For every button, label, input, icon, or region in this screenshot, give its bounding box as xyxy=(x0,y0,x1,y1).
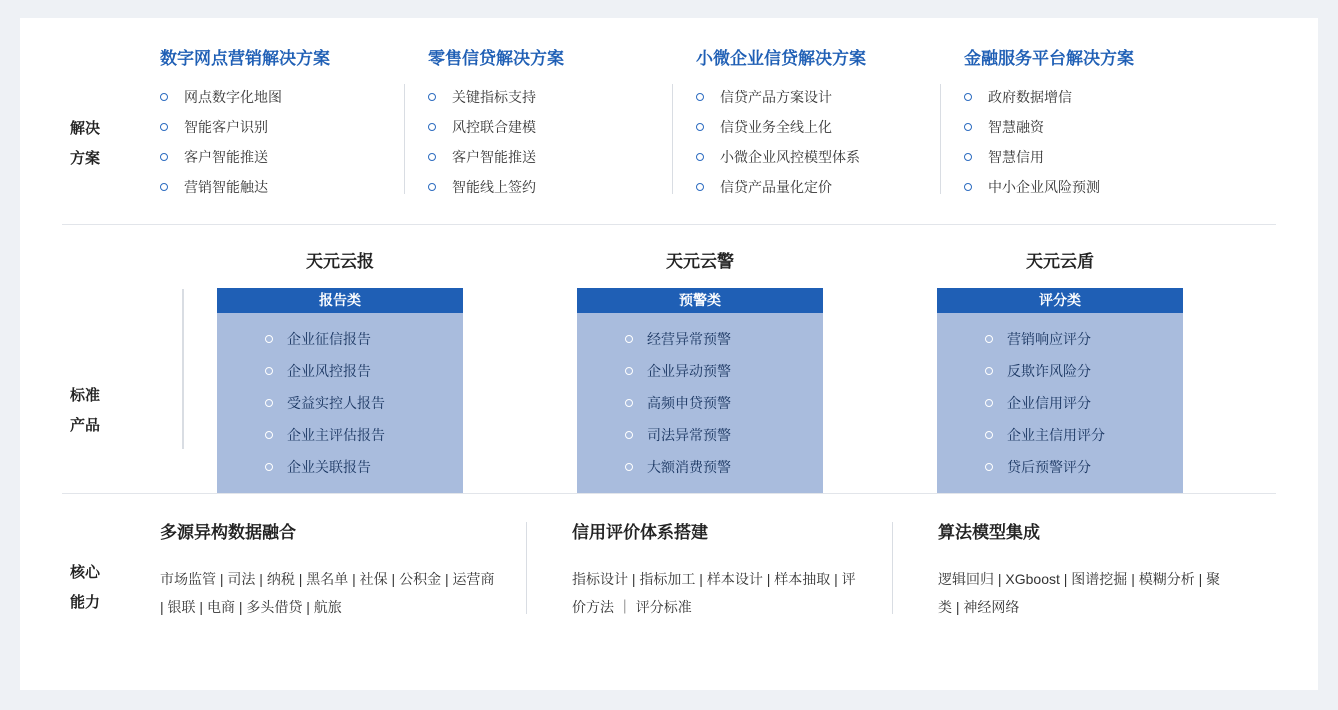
circle-bullet-icon xyxy=(696,123,704,131)
list-item[interactable] xyxy=(696,147,954,167)
solution-title: 数字网点营销解决方案 xyxy=(160,49,330,68)
list-item[interactable] xyxy=(985,457,1183,477)
circle-bullet-icon xyxy=(265,463,273,471)
list-item-label: 智慧融资 xyxy=(988,119,1044,135)
circle-bullet-icon xyxy=(696,153,704,161)
list-item[interactable] xyxy=(428,117,686,137)
circle-bullet-icon xyxy=(265,399,273,407)
list-item[interactable] xyxy=(265,457,463,477)
standard-products-section xyxy=(20,225,1318,493)
list-item-label: 企业主评估报告 xyxy=(287,427,385,443)
circle-bullet-icon xyxy=(985,335,993,343)
circle-bullet-icon xyxy=(964,153,972,161)
list-item-label: 信贷业务全线上化 xyxy=(720,119,832,135)
list-item-label: 营销响应评分 xyxy=(1007,331,1091,347)
circle-bullet-icon xyxy=(964,123,972,131)
list-item-label: 营销智能触达 xyxy=(184,179,268,195)
list-item[interactable] xyxy=(985,393,1183,413)
list-item[interactable] xyxy=(696,87,954,107)
core-tags: 逻辑回归 | XGboost | 图谱挖掘 | 模糊分析 | 聚类 | 神经网络 xyxy=(938,571,1221,615)
list-item-label: 贷后预警评分 xyxy=(1007,459,1091,475)
products-row-label-line2: 产品 xyxy=(69,417,100,434)
product-category-header: 报告类 xyxy=(217,288,463,313)
product-column-cloud-alert xyxy=(520,247,880,493)
solution-column-sme-credit xyxy=(686,44,954,207)
circle-bullet-icon xyxy=(985,463,993,471)
circle-bullet-icon xyxy=(985,367,993,375)
list-item[interactable] xyxy=(625,457,823,477)
solutions-row-label xyxy=(20,44,150,174)
list-item[interactable] xyxy=(696,177,954,197)
product-category-header: 预警类 xyxy=(577,288,823,313)
circle-bullet-icon xyxy=(696,183,704,191)
list-item[interactable] xyxy=(428,147,686,167)
product-card xyxy=(937,288,1183,493)
list-item-label: 中小企业风险预测 xyxy=(988,179,1100,195)
list-item[interactable] xyxy=(964,87,1222,107)
circle-bullet-icon xyxy=(625,463,633,471)
list-item-label: 企业风控报告 xyxy=(287,363,371,379)
list-item[interactable] xyxy=(265,425,463,445)
core-title: 算法模型集成 xyxy=(938,523,1040,542)
solution-title: 小微企业信贷解决方案 xyxy=(696,49,866,68)
circle-bullet-icon xyxy=(625,367,633,375)
list-item[interactable] xyxy=(964,117,1222,137)
list-item[interactable] xyxy=(160,117,418,137)
circle-bullet-icon xyxy=(625,399,633,407)
list-item-label: 智慧信用 xyxy=(988,149,1044,165)
list-item[interactable] xyxy=(625,393,823,413)
circle-bullet-icon xyxy=(985,431,993,439)
products-row-label-line1: 标准 xyxy=(69,387,100,404)
solution-title: 零售信贷解决方案 xyxy=(428,49,564,68)
product-category-header: 评分类 xyxy=(937,288,1183,313)
circle-bullet-icon xyxy=(160,183,168,191)
core-row-label-line2: 能力 xyxy=(69,594,100,611)
circle-bullet-icon xyxy=(160,123,168,131)
list-item-label: 客户智能推送 xyxy=(452,149,536,165)
core-column-data-fusion xyxy=(160,518,526,621)
list-item-label: 企业关联报告 xyxy=(287,459,371,475)
list-item[interactable] xyxy=(696,117,954,137)
list-item-label: 网点数字化地图 xyxy=(184,89,282,105)
product-name: 天元云盾 xyxy=(1026,252,1094,271)
product-card xyxy=(217,288,463,493)
solutions-row-label-line1: 解决 xyxy=(69,120,100,137)
list-item[interactable] xyxy=(428,177,686,197)
products-row-label xyxy=(20,247,150,441)
circle-bullet-icon xyxy=(265,431,273,439)
product-item-list xyxy=(217,313,463,493)
list-item-label: 司法异常预警 xyxy=(647,427,731,443)
list-item[interactable] xyxy=(625,361,823,381)
diagram-canvas xyxy=(20,18,1318,690)
circle-bullet-icon xyxy=(428,93,436,101)
list-item[interactable] xyxy=(964,177,1222,197)
product-item-list xyxy=(577,313,823,493)
solutions-row-label-line2: 方案 xyxy=(69,150,100,167)
core-row-label xyxy=(20,518,150,618)
core-title: 多源异构数据融合 xyxy=(160,523,296,542)
product-name: 天元云报 xyxy=(306,252,374,271)
solution-column-retail-credit xyxy=(418,44,686,207)
list-item-label: 关键指标支持 xyxy=(452,89,536,105)
circle-bullet-icon xyxy=(160,93,168,101)
products-columns xyxy=(150,247,1318,493)
list-item[interactable] xyxy=(160,87,418,107)
product-column-cloud-report xyxy=(160,247,520,493)
product-name: 天元云警 xyxy=(666,252,734,271)
circle-bullet-icon xyxy=(265,335,273,343)
product-item-list xyxy=(937,313,1183,493)
list-item-label: 高频申贷预警 xyxy=(647,395,731,411)
list-item-label: 信贷产品方案设计 xyxy=(720,89,832,105)
circle-bullet-icon xyxy=(265,367,273,375)
list-item[interactable] xyxy=(265,361,463,381)
list-item[interactable] xyxy=(160,177,418,197)
circle-bullet-icon xyxy=(428,153,436,161)
list-item-label: 政府数据增信 xyxy=(988,89,1072,105)
list-item-label: 经营异常预警 xyxy=(647,331,731,347)
circle-bullet-icon xyxy=(625,335,633,343)
core-row-label-line1: 核心 xyxy=(69,564,100,581)
solution-column-financial-platform xyxy=(954,44,1222,207)
solution-column-digital-branch xyxy=(150,44,418,207)
list-item-label: 反欺诈风险分 xyxy=(1007,363,1091,379)
list-item[interactable] xyxy=(985,425,1183,445)
list-item[interactable] xyxy=(160,147,418,167)
product-card xyxy=(577,288,823,493)
core-column-algorithm-models xyxy=(892,518,1258,621)
list-item[interactable] xyxy=(985,361,1183,381)
list-item[interactable] xyxy=(265,329,463,349)
list-item-label: 智能线上签约 xyxy=(452,179,536,195)
core-column-credit-evaluation xyxy=(526,518,892,621)
solution-title: 金融服务平台解决方案 xyxy=(964,49,1134,68)
list-item-label: 企业征信报告 xyxy=(287,331,371,347)
list-item[interactable] xyxy=(985,329,1183,349)
circle-bullet-icon xyxy=(428,183,436,191)
list-item[interactable] xyxy=(265,393,463,413)
circle-bullet-icon xyxy=(160,153,168,161)
list-item-label: 小微企业风控模型体系 xyxy=(720,149,860,165)
circle-bullet-icon xyxy=(964,183,972,191)
list-item-label: 企业信用评分 xyxy=(1007,395,1091,411)
list-item-label: 大额消费预警 xyxy=(647,459,731,475)
list-item-label: 企业主信用评分 xyxy=(1007,427,1105,443)
solutions-columns xyxy=(150,44,1318,207)
core-columns xyxy=(150,518,1318,621)
circle-bullet-icon xyxy=(428,123,436,131)
core-tags: 市场监管 | 司法 | 纳税 | 黑名单 | 社保 | 公积金 | 运营商 | 银联 | 电商 | 多头借贷 | 航旅 xyxy=(160,571,495,615)
list-item-label: 信贷产品量化定价 xyxy=(720,179,832,195)
product-column-cloud-shield xyxy=(880,247,1240,493)
list-item[interactable] xyxy=(625,425,823,445)
core-capabilities-section xyxy=(20,494,1318,634)
core-tags: 指标设计 | 指标加工 | 样本设计 | 样本抽取 | 评价方法 ｜ 评分标准 xyxy=(572,571,856,615)
circle-bullet-icon xyxy=(985,399,993,407)
list-item[interactable] xyxy=(964,147,1222,167)
solutions-section xyxy=(20,18,1318,224)
circle-bullet-icon xyxy=(696,93,704,101)
list-item-label: 智能客户识别 xyxy=(184,119,268,135)
list-item[interactable] xyxy=(428,87,686,107)
list-item-label: 受益实控人报告 xyxy=(287,395,385,411)
circle-bullet-icon xyxy=(964,93,972,101)
list-item-label: 企业异动预警 xyxy=(647,363,731,379)
list-item[interactable] xyxy=(625,329,823,349)
core-title: 信用评价体系搭建 xyxy=(572,523,708,542)
list-item-label: 客户智能推送 xyxy=(184,149,268,165)
circle-bullet-icon xyxy=(625,431,633,439)
list-item-label: 风控联合建模 xyxy=(452,119,536,135)
